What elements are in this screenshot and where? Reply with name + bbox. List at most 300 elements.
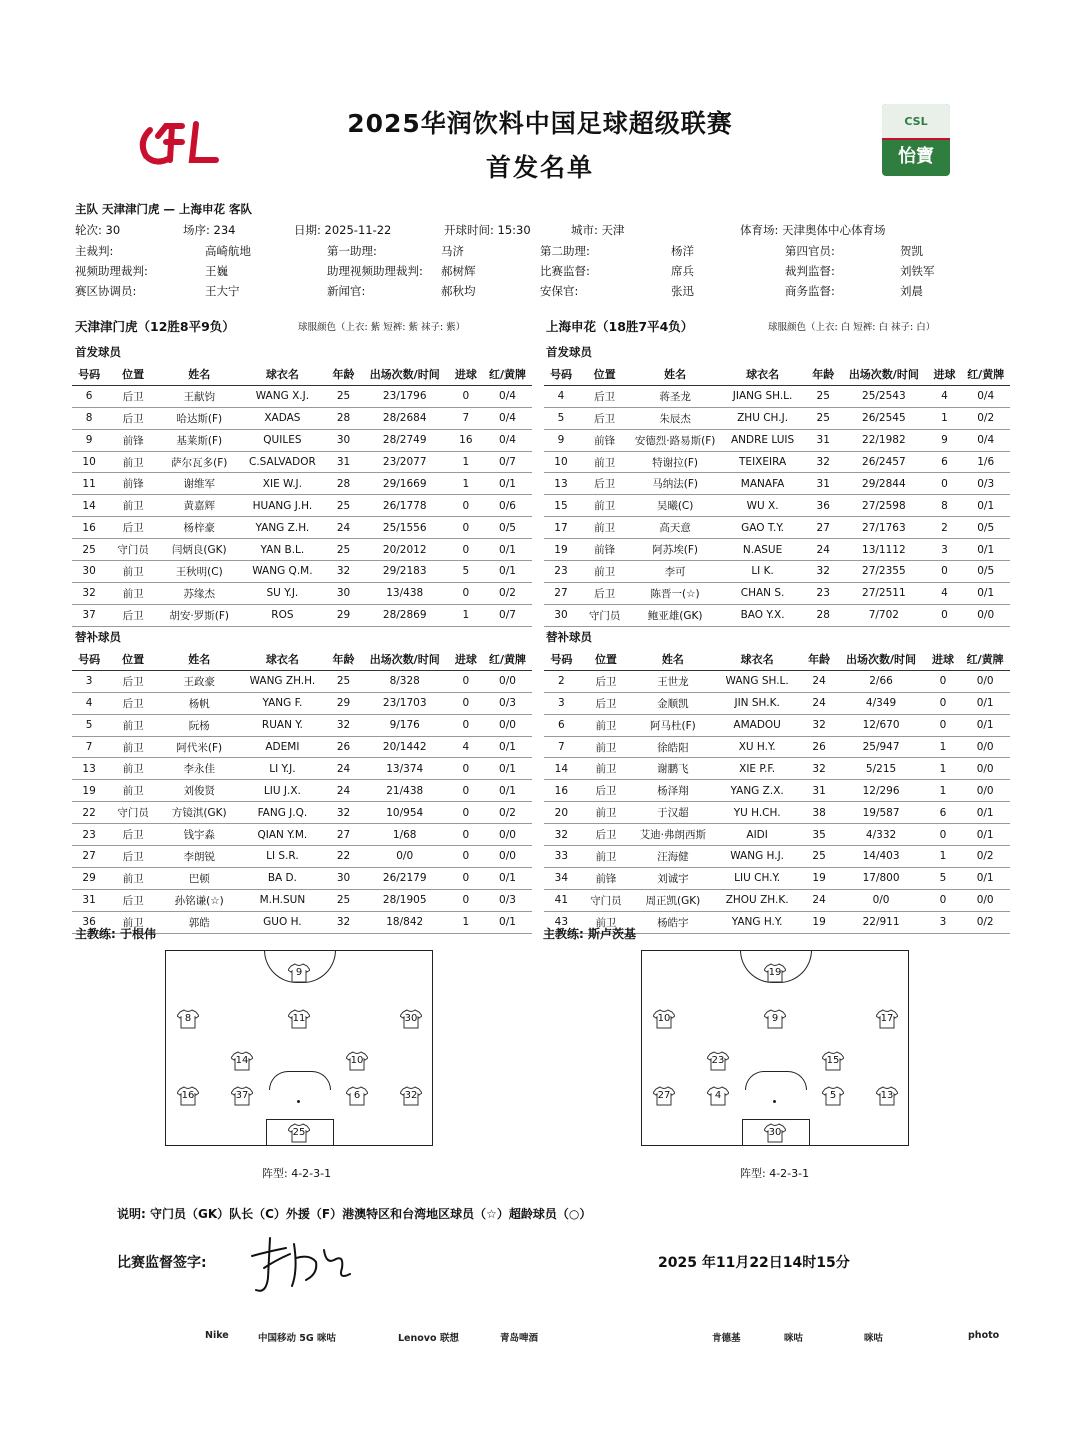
player-row xyxy=(72,780,532,802)
player-cell: 0/1 xyxy=(961,582,1010,604)
player-cell: 萨尔瓦多(F) xyxy=(160,451,238,473)
player-cell: 0/0 xyxy=(836,889,925,911)
home-starters-table xyxy=(72,364,532,627)
player-cell: 13/1112 xyxy=(840,539,927,561)
player-row xyxy=(72,539,532,561)
player-cell: 16 xyxy=(544,780,579,802)
player-cell: 后卫 xyxy=(578,582,631,604)
player-cell: 孙铭谦(☆) xyxy=(160,889,238,911)
player-shirt-icon xyxy=(400,1009,422,1029)
player-cell: 7 xyxy=(449,407,483,429)
signature-datetime: 2025 年11月22日14时15分 xyxy=(658,1255,850,1271)
player-cell: 前锋 xyxy=(106,429,160,451)
column-header: 球衣名 xyxy=(719,364,806,385)
player-cell: 6 xyxy=(926,802,961,824)
player-cell: 30 xyxy=(326,867,360,889)
player-cell: YANG F. xyxy=(238,692,326,714)
player-cell: 0/3 xyxy=(961,473,1010,495)
player-cell: 29 xyxy=(326,604,360,626)
player-cell: 基莱斯(F) xyxy=(160,429,238,451)
player-cell: 14 xyxy=(544,758,579,780)
player-cell: TEIXEIRA xyxy=(719,451,806,473)
column-header: 红/黄牌 xyxy=(483,649,532,670)
player-cell: 刘俊贤 xyxy=(160,780,238,802)
player-shirt-icon xyxy=(346,1051,368,1071)
shirt-number: 16 xyxy=(181,1090,195,1101)
column-header: 球衣名 xyxy=(238,364,326,385)
player-cell: 后卫 xyxy=(106,824,160,846)
player-cell: 王政豪 xyxy=(160,670,238,692)
player-cell: 前锋 xyxy=(579,867,634,889)
player-cell: GAO T.Y. xyxy=(719,517,806,539)
column-header: 姓名 xyxy=(633,649,712,670)
player-cell: 0 xyxy=(449,802,483,824)
player-cell: 14/403 xyxy=(836,846,925,868)
player-cell: 21/438 xyxy=(361,780,449,802)
csl-logo-icon xyxy=(882,104,950,176)
player-cell: 0/0 xyxy=(483,714,532,736)
shirt-number: 11 xyxy=(292,1013,306,1024)
player-cell: 28/2869 xyxy=(361,604,449,626)
player-cell: 24 xyxy=(802,889,837,911)
player-cell: 32 xyxy=(326,911,360,933)
player-cell: 0 xyxy=(926,670,961,692)
player-cell: 前卫 xyxy=(578,451,631,473)
player-shirt-icon xyxy=(288,1123,310,1143)
player-cell: 3 xyxy=(72,670,106,692)
player-row xyxy=(72,824,532,846)
player-cell: 27 xyxy=(806,517,840,539)
player-cell: 5 xyxy=(926,867,961,889)
shirt-number: 14 xyxy=(235,1055,249,1066)
player-cell: 1/68 xyxy=(361,824,449,846)
player-cell: 4 xyxy=(449,736,483,758)
player-cell: 4/349 xyxy=(836,692,925,714)
player-row xyxy=(544,582,1010,604)
player-cell: 0/1 xyxy=(483,473,532,495)
player-row xyxy=(72,495,532,517)
player-cell: LI K. xyxy=(719,561,806,583)
player-row xyxy=(72,429,532,451)
player-row xyxy=(544,692,1010,714)
player-cell: 5 xyxy=(544,407,578,429)
official-label: 赛区协调员: xyxy=(75,284,137,298)
player-cell: 31 xyxy=(802,780,837,802)
player-cell: 守门员 xyxy=(579,889,634,911)
player-cell: 前卫 xyxy=(106,736,160,758)
player-cell: WANG SH.L. xyxy=(713,670,802,692)
player-cell: 方镜淇(GK) xyxy=(160,802,238,824)
player-row xyxy=(72,582,532,604)
player-cell: 后卫 xyxy=(106,604,160,626)
player-cell: 后卫 xyxy=(578,407,631,429)
player-cell: 2 xyxy=(544,670,579,692)
player-cell: XU H.Y. xyxy=(713,736,802,758)
player-cell: 26 xyxy=(802,736,837,758)
player-cell: 1/6 xyxy=(961,451,1010,473)
column-header: 球衣名 xyxy=(713,649,802,670)
player-cell: 0/4 xyxy=(483,407,532,429)
player-cell: 32 xyxy=(326,714,360,736)
player-cell: 43 xyxy=(544,911,579,933)
player-cell: LI S.R. xyxy=(238,846,326,868)
shirt-number: 30 xyxy=(404,1013,418,1024)
player-cell: 安德烈·路易斯(F) xyxy=(631,429,719,451)
stadium: 体育场: 天津奥体中心体育场 xyxy=(740,223,886,237)
home-team-name: 天津津门虎（12胜8平9负） xyxy=(75,319,235,334)
kickoff-time: 开球时间: 15:30 xyxy=(444,223,531,237)
player-cell: 1 xyxy=(926,780,961,802)
player-cell: WANG H.J. xyxy=(713,846,802,868)
column-header: 出场次数/时间 xyxy=(836,649,925,670)
player-row xyxy=(544,714,1010,736)
player-cell: XADAS xyxy=(238,407,326,429)
column-header: 年龄 xyxy=(326,649,360,670)
player-cell: 0/7 xyxy=(483,451,532,473)
shirt-number: 9 xyxy=(295,967,303,978)
shirt-number: 25 xyxy=(292,1127,306,1138)
player-cell: 16 xyxy=(449,429,483,451)
official-label: 裁判监督: xyxy=(785,264,835,278)
player-cell: 26/2457 xyxy=(840,451,927,473)
player-cell: 杨梓豪 xyxy=(160,517,238,539)
player-cell: 0 xyxy=(449,692,483,714)
player-shirt-icon xyxy=(876,1086,898,1106)
official-label: 比赛监督: xyxy=(540,264,590,278)
player-cell: 7/702 xyxy=(840,604,927,626)
player-cell: 12/670 xyxy=(836,714,925,736)
player-cell: 25 xyxy=(326,495,360,517)
player-cell: QUILES xyxy=(238,429,326,451)
player-cell: 6 xyxy=(72,385,106,407)
away-coach: 主教练: 斯卢茨基 xyxy=(543,927,636,941)
player-cell: YU H.CH. xyxy=(713,802,802,824)
shirt-number: 10 xyxy=(657,1013,671,1024)
player-cell: 1 xyxy=(449,911,483,933)
player-cell: 23/1703 xyxy=(361,692,449,714)
player-cell: 0/1 xyxy=(483,867,532,889)
player-shirt-icon xyxy=(288,963,310,983)
player-cell: 0 xyxy=(927,473,961,495)
player-cell: 20/1442 xyxy=(361,736,449,758)
player-cell: 31 xyxy=(806,429,840,451)
player-cell: 前卫 xyxy=(106,911,160,933)
player-cell: 17 xyxy=(544,517,578,539)
official-value: 马济 xyxy=(441,244,464,258)
player-cell: 32 xyxy=(802,714,837,736)
player-cell: WU X. xyxy=(719,495,806,517)
player-cell: WANG X.J. xyxy=(238,385,326,407)
player-cell: 6 xyxy=(544,714,579,736)
player-row xyxy=(72,407,532,429)
player-cell: BAO Y.X. xyxy=(719,604,806,626)
player-cell: 0/5 xyxy=(961,561,1010,583)
document-title: 2025华润饮料中国足球超级联赛 xyxy=(347,109,733,138)
player-shirt-icon xyxy=(822,1051,844,1071)
official-label: 第四官员: xyxy=(785,244,835,258)
player-row xyxy=(544,604,1010,626)
player-cell: SU Y.J. xyxy=(238,582,326,604)
player-cell: 18/842 xyxy=(361,911,449,933)
player-cell: 守门员 xyxy=(578,604,631,626)
player-cell: 24 xyxy=(326,780,360,802)
player-cell: 25 xyxy=(326,539,360,561)
player-shirt-icon xyxy=(231,1086,253,1106)
player-cell: 26/1778 xyxy=(361,495,449,517)
column-header: 位置 xyxy=(106,364,160,385)
column-header: 红/黄牌 xyxy=(960,649,1010,670)
player-cell: ADEMI xyxy=(238,736,326,758)
column-header: 姓名 xyxy=(160,364,238,385)
shirt-number: 23 xyxy=(711,1055,725,1066)
player-cell: 12/296 xyxy=(836,780,925,802)
column-header: 姓名 xyxy=(160,649,238,670)
player-cell: 0/1 xyxy=(483,539,532,561)
player-cell: 5 xyxy=(72,714,106,736)
player-cell: 25 xyxy=(802,846,837,868)
player-cell: 0/1 xyxy=(483,780,532,802)
official-value: 刘铁军 xyxy=(900,264,935,278)
player-cell: 31 xyxy=(806,473,840,495)
shirt-number: 30 xyxy=(768,1127,782,1138)
player-cell: 守门员 xyxy=(106,539,160,561)
player-cell: 0/4 xyxy=(961,385,1010,407)
player-cell: 0/4 xyxy=(483,429,532,451)
official-label: 商务监督: xyxy=(785,284,835,298)
player-cell: WANG ZH.H. xyxy=(238,670,326,692)
player-cell: 0/1 xyxy=(483,911,532,933)
player-cell: MANAFA xyxy=(719,473,806,495)
player-cell: 8 xyxy=(72,407,106,429)
player-cell: 4 xyxy=(72,692,106,714)
player-cell: 4 xyxy=(927,582,961,604)
player-cell: 5/215 xyxy=(836,758,925,780)
csl-logo-top: CSL xyxy=(882,104,950,140)
player-cell: 38 xyxy=(802,802,837,824)
player-cell: 后卫 xyxy=(106,407,160,429)
player-cell: 后卫 xyxy=(579,780,634,802)
player-row xyxy=(544,495,1010,517)
player-cell: YANG Z.X. xyxy=(713,780,802,802)
shirt-number: 10 xyxy=(350,1055,364,1066)
player-cell: 0/1 xyxy=(960,824,1010,846)
player-cell: 2/66 xyxy=(836,670,925,692)
player-cell: 0/0 xyxy=(960,889,1010,911)
player-cell: 7 xyxy=(544,736,579,758)
player-cell: 李可 xyxy=(631,561,719,583)
player-cell: 1 xyxy=(926,736,961,758)
away-formation-pitch xyxy=(641,950,909,1146)
column-header: 号码 xyxy=(544,649,579,670)
player-cell: 0/1 xyxy=(961,539,1010,561)
column-header: 位置 xyxy=(579,649,634,670)
player-cell: 前卫 xyxy=(106,758,160,780)
official-value: 王大宁 xyxy=(205,284,240,298)
away-starters-label: 首发球员 xyxy=(546,345,592,359)
player-cell: M.H.SUN xyxy=(238,889,326,911)
player-cell: 13/438 xyxy=(361,582,449,604)
player-cell: C.SALVADOR xyxy=(238,451,326,473)
official-value: 郝秋均 xyxy=(441,284,476,298)
player-cell: 前卫 xyxy=(106,714,160,736)
player-cell: 0/1 xyxy=(961,495,1010,517)
player-row xyxy=(72,385,532,407)
player-cell: 9/176 xyxy=(361,714,449,736)
column-header: 号码 xyxy=(544,364,578,385)
player-shirt-icon xyxy=(764,1009,786,1029)
player-cell: 1 xyxy=(449,451,483,473)
player-cell: 王世龙 xyxy=(633,670,712,692)
player-cell: LIU J.X. xyxy=(238,780,326,802)
player-cell: 马纳法(F) xyxy=(631,473,719,495)
player-cell: CHAN S. xyxy=(719,582,806,604)
player-cell: 0/5 xyxy=(961,517,1010,539)
player-cell: 36 xyxy=(806,495,840,517)
player-cell: JIN SH.K. xyxy=(713,692,802,714)
player-cell: LIU CH.Y. xyxy=(713,867,802,889)
player-cell: 前卫 xyxy=(579,758,634,780)
player-cell: 27 xyxy=(72,846,106,868)
player-cell: 后卫 xyxy=(578,385,631,407)
home-formation-pitch xyxy=(165,950,433,1146)
player-cell: 0/1 xyxy=(483,736,532,758)
sponsor-logo: Nike xyxy=(205,1330,229,1341)
player-cell: 3 xyxy=(544,692,579,714)
player-shirt-icon xyxy=(707,1051,729,1071)
player-row xyxy=(544,824,1010,846)
column-header: 红/黄牌 xyxy=(483,364,532,385)
player-cell: 28 xyxy=(806,604,840,626)
player-cell: 10/954 xyxy=(361,802,449,824)
player-cell: 26/2545 xyxy=(840,407,927,429)
player-cell: 22/1982 xyxy=(840,429,927,451)
player-cell: 25/1556 xyxy=(361,517,449,539)
round: 轮次: 30 xyxy=(75,223,121,237)
sponsor-logo: 咪咕 xyxy=(864,1333,884,1344)
player-cell: 0 xyxy=(449,889,483,911)
player-cell: 汪海健 xyxy=(633,846,712,868)
player-cell: BA D. xyxy=(238,867,326,889)
player-cell: 前卫 xyxy=(106,495,160,517)
player-cell: 9 xyxy=(927,429,961,451)
player-cell: YAN B.L. xyxy=(238,539,326,561)
player-cell: 10 xyxy=(72,451,106,473)
shirt-number: 27 xyxy=(657,1090,671,1101)
player-cell: 1 xyxy=(449,473,483,495)
player-cell: 27 xyxy=(544,582,578,604)
player-cell: 0 xyxy=(449,714,483,736)
home-coach: 主教练: 于根伟 xyxy=(75,927,156,941)
sponsor-logo: 肯德基 xyxy=(712,1333,741,1344)
player-cell: 前卫 xyxy=(578,495,631,517)
player-cell: 0/2 xyxy=(960,846,1010,868)
player-cell: 13 xyxy=(72,758,106,780)
player-cell: 29 xyxy=(72,867,106,889)
player-cell: 10 xyxy=(544,451,578,473)
player-cell: 金顺凯 xyxy=(633,692,712,714)
player-cell: 32 xyxy=(802,758,837,780)
player-cell: 刘诚宇 xyxy=(633,867,712,889)
player-cell: 19 xyxy=(72,780,106,802)
player-cell: 0/1 xyxy=(483,561,532,583)
player-row xyxy=(544,473,1010,495)
player-cell: 前卫 xyxy=(578,561,631,583)
player-cell: 0 xyxy=(449,824,483,846)
player-shirt-icon xyxy=(288,1009,310,1029)
player-cell: 前卫 xyxy=(106,561,160,583)
official-label: 安保官: xyxy=(540,284,579,298)
player-cell: 24 xyxy=(806,539,840,561)
player-cell: 27/1763 xyxy=(840,517,927,539)
player-cell: 后卫 xyxy=(106,846,160,868)
shirt-number: 9 xyxy=(771,1013,779,1024)
player-cell: WANG Q.M. xyxy=(238,561,326,583)
player-cell: N.ASUE xyxy=(719,539,806,561)
column-header: 进球 xyxy=(927,364,961,385)
player-cell: 4/332 xyxy=(836,824,925,846)
player-cell: 阮杨 xyxy=(160,714,238,736)
player-row xyxy=(72,736,532,758)
player-cell: GUO H. xyxy=(238,911,326,933)
player-cell: 26 xyxy=(326,736,360,758)
home-subs-label: 替补球员 xyxy=(75,630,121,644)
column-header: 出场次数/时间 xyxy=(361,364,449,385)
shirt-number: 19 xyxy=(768,967,782,978)
player-row xyxy=(544,385,1010,407)
player-cell: 22 xyxy=(326,846,360,868)
teams-line: 主队 天津津门虎 — 上海申花 客队 xyxy=(75,202,253,216)
player-cell: 25 xyxy=(806,407,840,429)
player-cell: 0 xyxy=(449,385,483,407)
player-cell: 谢维军 xyxy=(160,473,238,495)
column-header: 进球 xyxy=(926,649,961,670)
column-header: 进球 xyxy=(449,364,483,385)
player-cell: 前卫 xyxy=(579,846,634,868)
home-subs-table xyxy=(72,649,532,934)
player-cell: 30 xyxy=(326,582,360,604)
player-cell: 11 xyxy=(72,473,106,495)
player-cell: 0/0 xyxy=(960,758,1010,780)
player-cell: 于汉超 xyxy=(633,802,712,824)
player-cell: 32 xyxy=(806,451,840,473)
column-header: 出场次数/时间 xyxy=(840,364,927,385)
player-cell: 25 xyxy=(326,385,360,407)
player-cell: 阿马杜(F) xyxy=(633,714,712,736)
match-number: 场序: 234 xyxy=(183,223,236,237)
player-cell: 前锋 xyxy=(106,473,160,495)
home-formation: 阵型: 4-2-3-1 xyxy=(262,1167,332,1180)
player-shirt-icon xyxy=(764,963,786,983)
shirt-number: 5 xyxy=(829,1090,837,1101)
player-cell: 13/374 xyxy=(361,758,449,780)
player-row xyxy=(544,736,1010,758)
player-row xyxy=(544,517,1010,539)
player-shirt-icon xyxy=(707,1086,729,1106)
column-header: 年龄 xyxy=(326,364,360,385)
player-cell: 守门员 xyxy=(106,802,160,824)
player-cell: 23 xyxy=(806,582,840,604)
player-cell: 王秋明(C) xyxy=(160,561,238,583)
player-row xyxy=(544,846,1010,868)
column-header: 姓名 xyxy=(631,364,719,385)
player-cell: 前卫 xyxy=(106,582,160,604)
player-row xyxy=(72,670,532,692)
player-cell: 前卫 xyxy=(579,911,634,933)
player-cell: 34 xyxy=(544,867,579,889)
player-row xyxy=(72,692,532,714)
column-header: 位置 xyxy=(106,649,160,670)
official-label: 主裁判: xyxy=(75,244,114,258)
